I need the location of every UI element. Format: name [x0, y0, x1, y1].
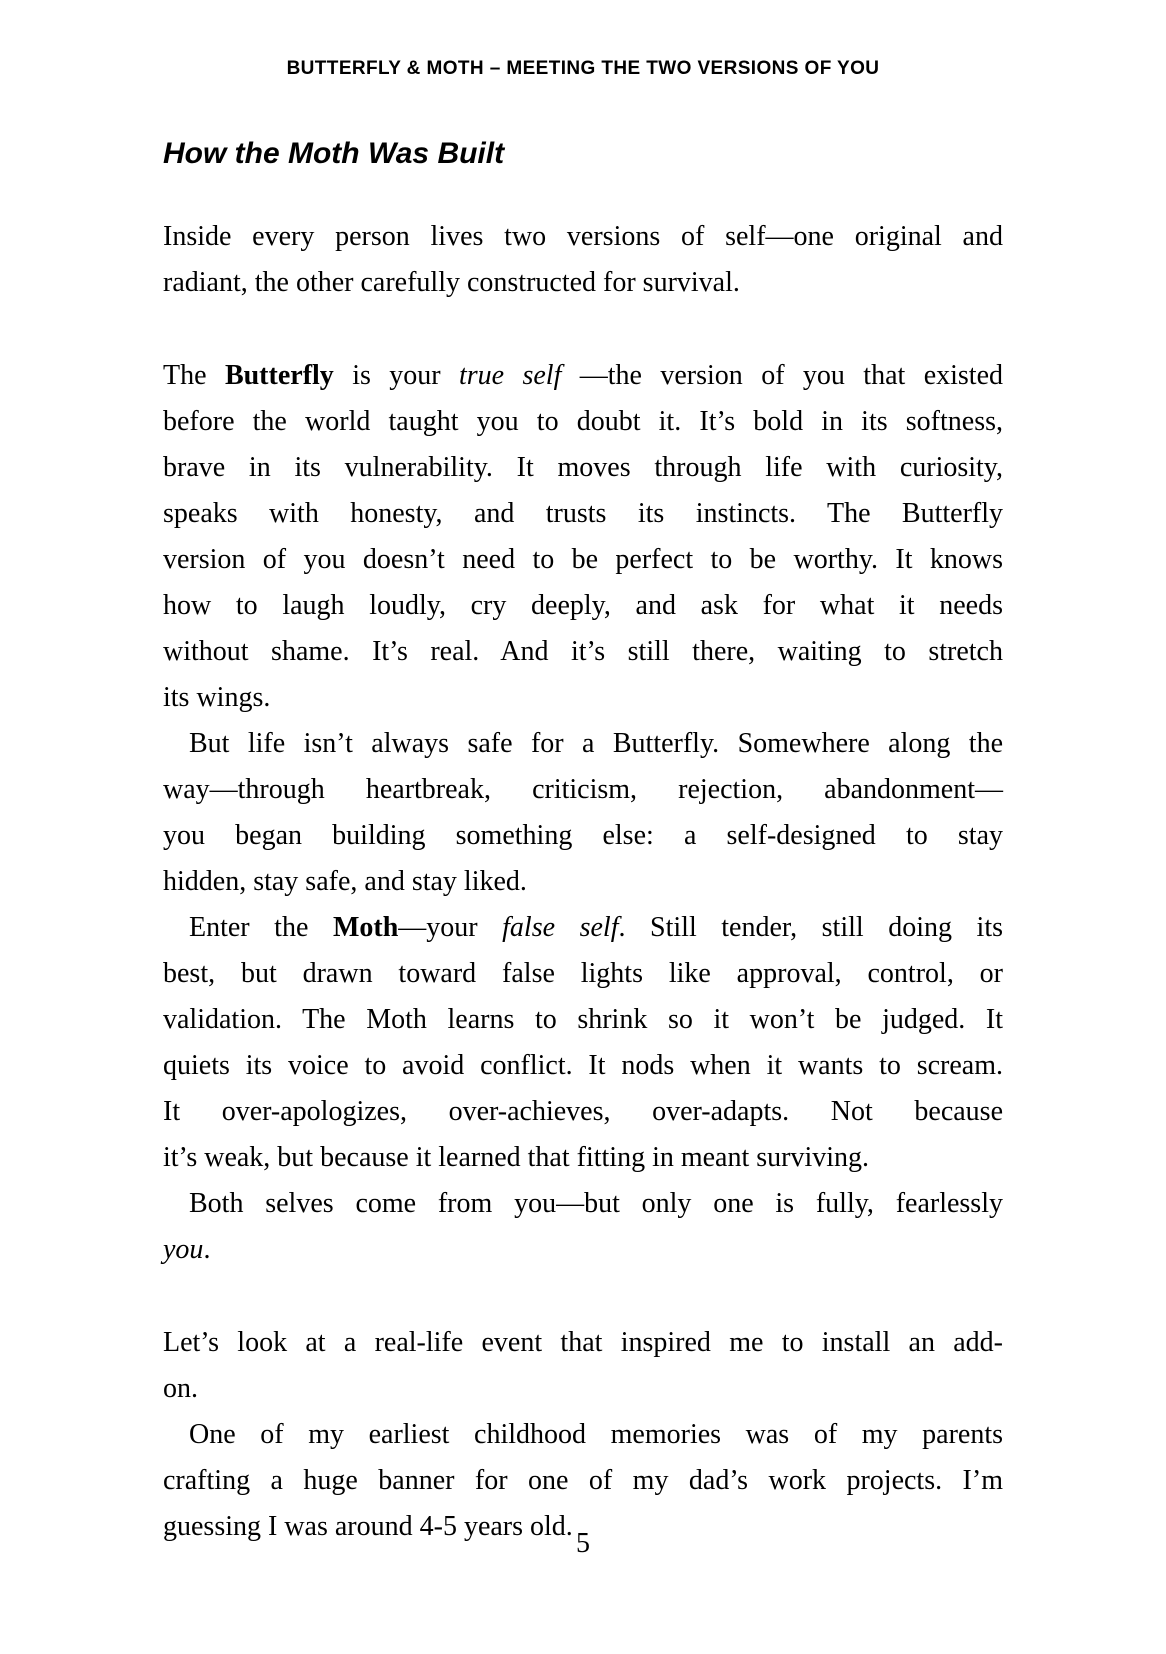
running-header: BUTTERFLY & MOTH – MEETING THE TWO VERSIONS OF YOU	[286, 58, 880, 79]
text-line: speaks with honesty, and trusts its instincts. The Butterfly	[163, 498, 1003, 529]
text-line: But life isn’t always safe for a Butterfly. Somewhere along the	[189, 728, 1003, 759]
section-title: How the Moth Was Built	[163, 137, 505, 170]
text-line: it’s weak, but because it learned that fitting in meant surviving.	[163, 1142, 870, 1173]
text-line: Inside every person lives two versions of self—one original and	[163, 221, 1003, 252]
paragraph	[163, 721, 1003, 905]
text-line: guessing I was around 4-5 years old.	[163, 1511, 573, 1542]
text-line: you began building something else: a self-designed to stay	[163, 820, 1003, 851]
text-line: before the world taught you to doubt it. It’s bold in its softness,	[163, 406, 1003, 437]
paragraph	[163, 1181, 1003, 1273]
paragraph	[163, 353, 1003, 721]
page-number: 5	[576, 1528, 590, 1559]
text-line: how to laugh loudly, cry deeply, and ask for what it needs	[163, 590, 1003, 621]
text-line: It over-apologizes, over-achieves, over-adapts. Not because	[163, 1096, 1003, 1127]
text-line: Enter the Moth—your false self. Still tender, still doing its	[189, 912, 1004, 943]
text-line: Let’s look at a real-life event that inspired me to install an add-	[163, 1327, 1003, 1358]
text-line: hidden, stay safe, and stay liked.	[163, 866, 527, 897]
text-line: One of my earliest childhood memories was of my parents	[189, 1419, 1003, 1450]
text-line: brave in its vulnerability. It moves through life with curiosity,	[163, 452, 1003, 483]
text-line: on.	[163, 1373, 198, 1404]
paragraph	[163, 214, 1003, 306]
text-line: way—through heartbreak, criticism, rejection, abandonment—	[163, 774, 1003, 805]
text-line: radiant, the other carefully constructed for survival.	[163, 267, 740, 298]
page-content	[163, 134, 1003, 1550]
paragraph	[163, 1320, 1003, 1412]
paragraph	[163, 905, 1003, 1181]
text-line: quiets its voice to avoid conflict. It nods when it wants to scream.	[163, 1050, 1003, 1081]
text-line: you.	[163, 1234, 211, 1265]
body-text	[163, 214, 1003, 1550]
text-line: best, but drawn toward false lights like approval, control, or	[163, 958, 1003, 989]
text-line: its wings.	[163, 682, 271, 713]
text-line: crafting a huge banner for one of my dad’s work projects. I’m	[163, 1465, 1003, 1496]
text-line: version of you doesn’t need to be perfect to be worthy. It knows	[163, 544, 1003, 575]
text-line: validation. The Moth learns to shrink so it won’t be judged. It	[163, 1004, 1003, 1035]
text-line: The Butterfly is your true self —the version of you that existed	[163, 360, 1004, 391]
text-line: without shame. It’s real. And it’s still there, waiting to stretch	[163, 636, 1003, 667]
text-line: Both selves come from you—but only one is fully, fearlessly	[189, 1188, 1003, 1219]
